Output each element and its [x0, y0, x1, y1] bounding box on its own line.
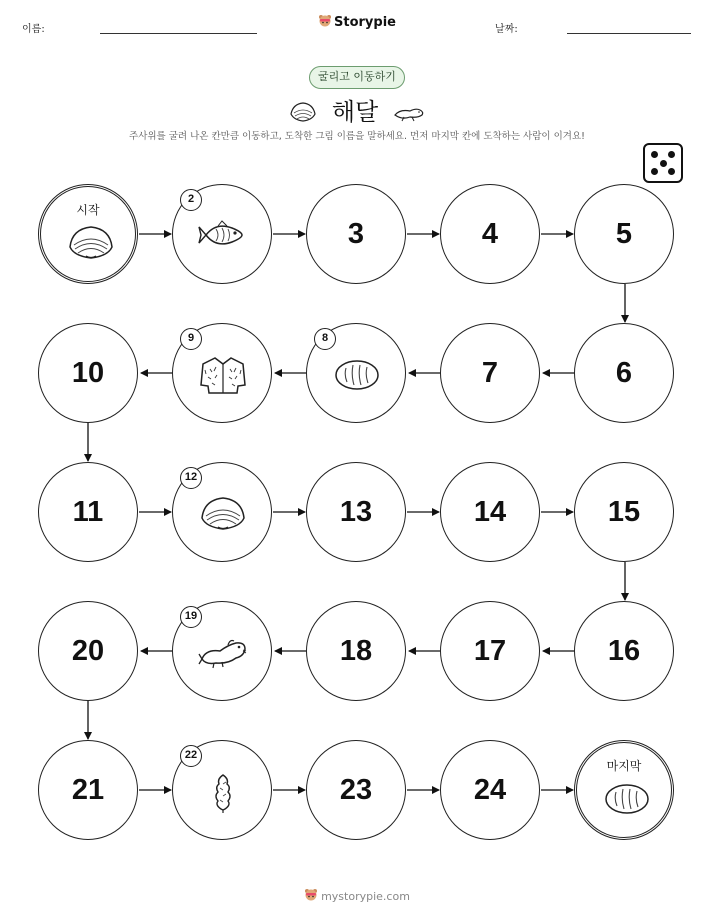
space-number-badge: 9 [180, 328, 202, 350]
board-space-9[interactable] [172, 323, 272, 423]
board-space-18[interactable] [306, 601, 406, 701]
board-space-3[interactable] [306, 184, 406, 284]
finish-label: 마지막 [606, 759, 642, 773]
footer-site: mystorypie.com [321, 890, 410, 903]
board-space-12[interactable] [172, 462, 272, 562]
title-text: 해달 [331, 98, 379, 126]
space-number: 3 [347, 217, 365, 250]
board-space-16[interactable] [574, 601, 674, 701]
name-label: 이름: [22, 24, 45, 35]
board-space-17[interactable] [440, 601, 540, 701]
space-number-badge: 2 [180, 189, 202, 211]
board-space-14[interactable] [440, 462, 540, 562]
space-number: 10 [71, 356, 105, 389]
space-number: 24 [473, 773, 507, 806]
board-space-7[interactable] [440, 323, 540, 423]
kelp-icon [198, 772, 248, 810]
board-space-20[interactable] [38, 601, 138, 701]
date-label: 날짜: [495, 24, 518, 35]
board-space-8[interactable] [306, 323, 406, 423]
space-number: 20 [71, 634, 105, 667]
board-space-2[interactable] [172, 184, 272, 284]
board-space-24[interactable] [440, 740, 540, 840]
board-space-4[interactable] [440, 184, 540, 284]
board-space-13[interactable] [306, 462, 406, 562]
space-number: 15 [607, 495, 641, 528]
space-number: 18 [339, 634, 373, 667]
footer [0, 888, 714, 903]
space-number: 4 [481, 217, 499, 250]
space-number: 14 [473, 495, 507, 528]
space-number: 11 [72, 495, 104, 528]
brand-name: Storypie [334, 15, 396, 30]
bread-icon [332, 355, 382, 393]
board-space-19[interactable] [172, 601, 272, 701]
sea-otter-icon [198, 633, 248, 671]
board-space-11[interactable] [38, 462, 138, 562]
space-number: 5 [615, 217, 633, 250]
space-number-badge: 22 [180, 745, 202, 767]
bear-mascot-icon [304, 888, 318, 902]
space-number: 23 [339, 773, 373, 806]
clam-icon [198, 494, 248, 532]
start-label: 시작 [76, 203, 100, 217]
board-space-5[interactable] [574, 184, 674, 284]
board-space-15[interactable] [574, 462, 674, 562]
space-number: 16 [607, 634, 641, 667]
fur-coat-icon [198, 355, 248, 393]
space-number: 6 [615, 356, 633, 389]
space-number-badge: 12 [180, 467, 202, 489]
bread-icon [602, 779, 652, 817]
start-space[interactable] [38, 184, 138, 284]
space-number-badge: 8 [314, 328, 336, 350]
space-number-badge: 19 [180, 606, 202, 628]
clam-icon [66, 223, 116, 261]
fish-icon [198, 216, 248, 254]
board-space-22[interactable] [172, 740, 272, 840]
space-number: 7 [481, 356, 499, 389]
board-space-23[interactable] [306, 740, 406, 840]
space-number: 17 [473, 634, 507, 667]
finish-space[interactable] [574, 740, 674, 840]
board-space-21[interactable] [38, 740, 138, 840]
activity-tag: 굴리고 이동하기 [309, 66, 405, 89]
board-space-10[interactable] [38, 323, 138, 423]
space-number: 21 [71, 773, 105, 806]
space-number: 13 [339, 495, 373, 528]
instructions: 주사위를 굴려 나온 칸만큼 이동하고, 도착한 그림 이름을 말하세요. 먼저 마지막 칸에 도착하는 사람이 이겨요! [129, 131, 585, 142]
board-space-6[interactable] [574, 323, 674, 423]
